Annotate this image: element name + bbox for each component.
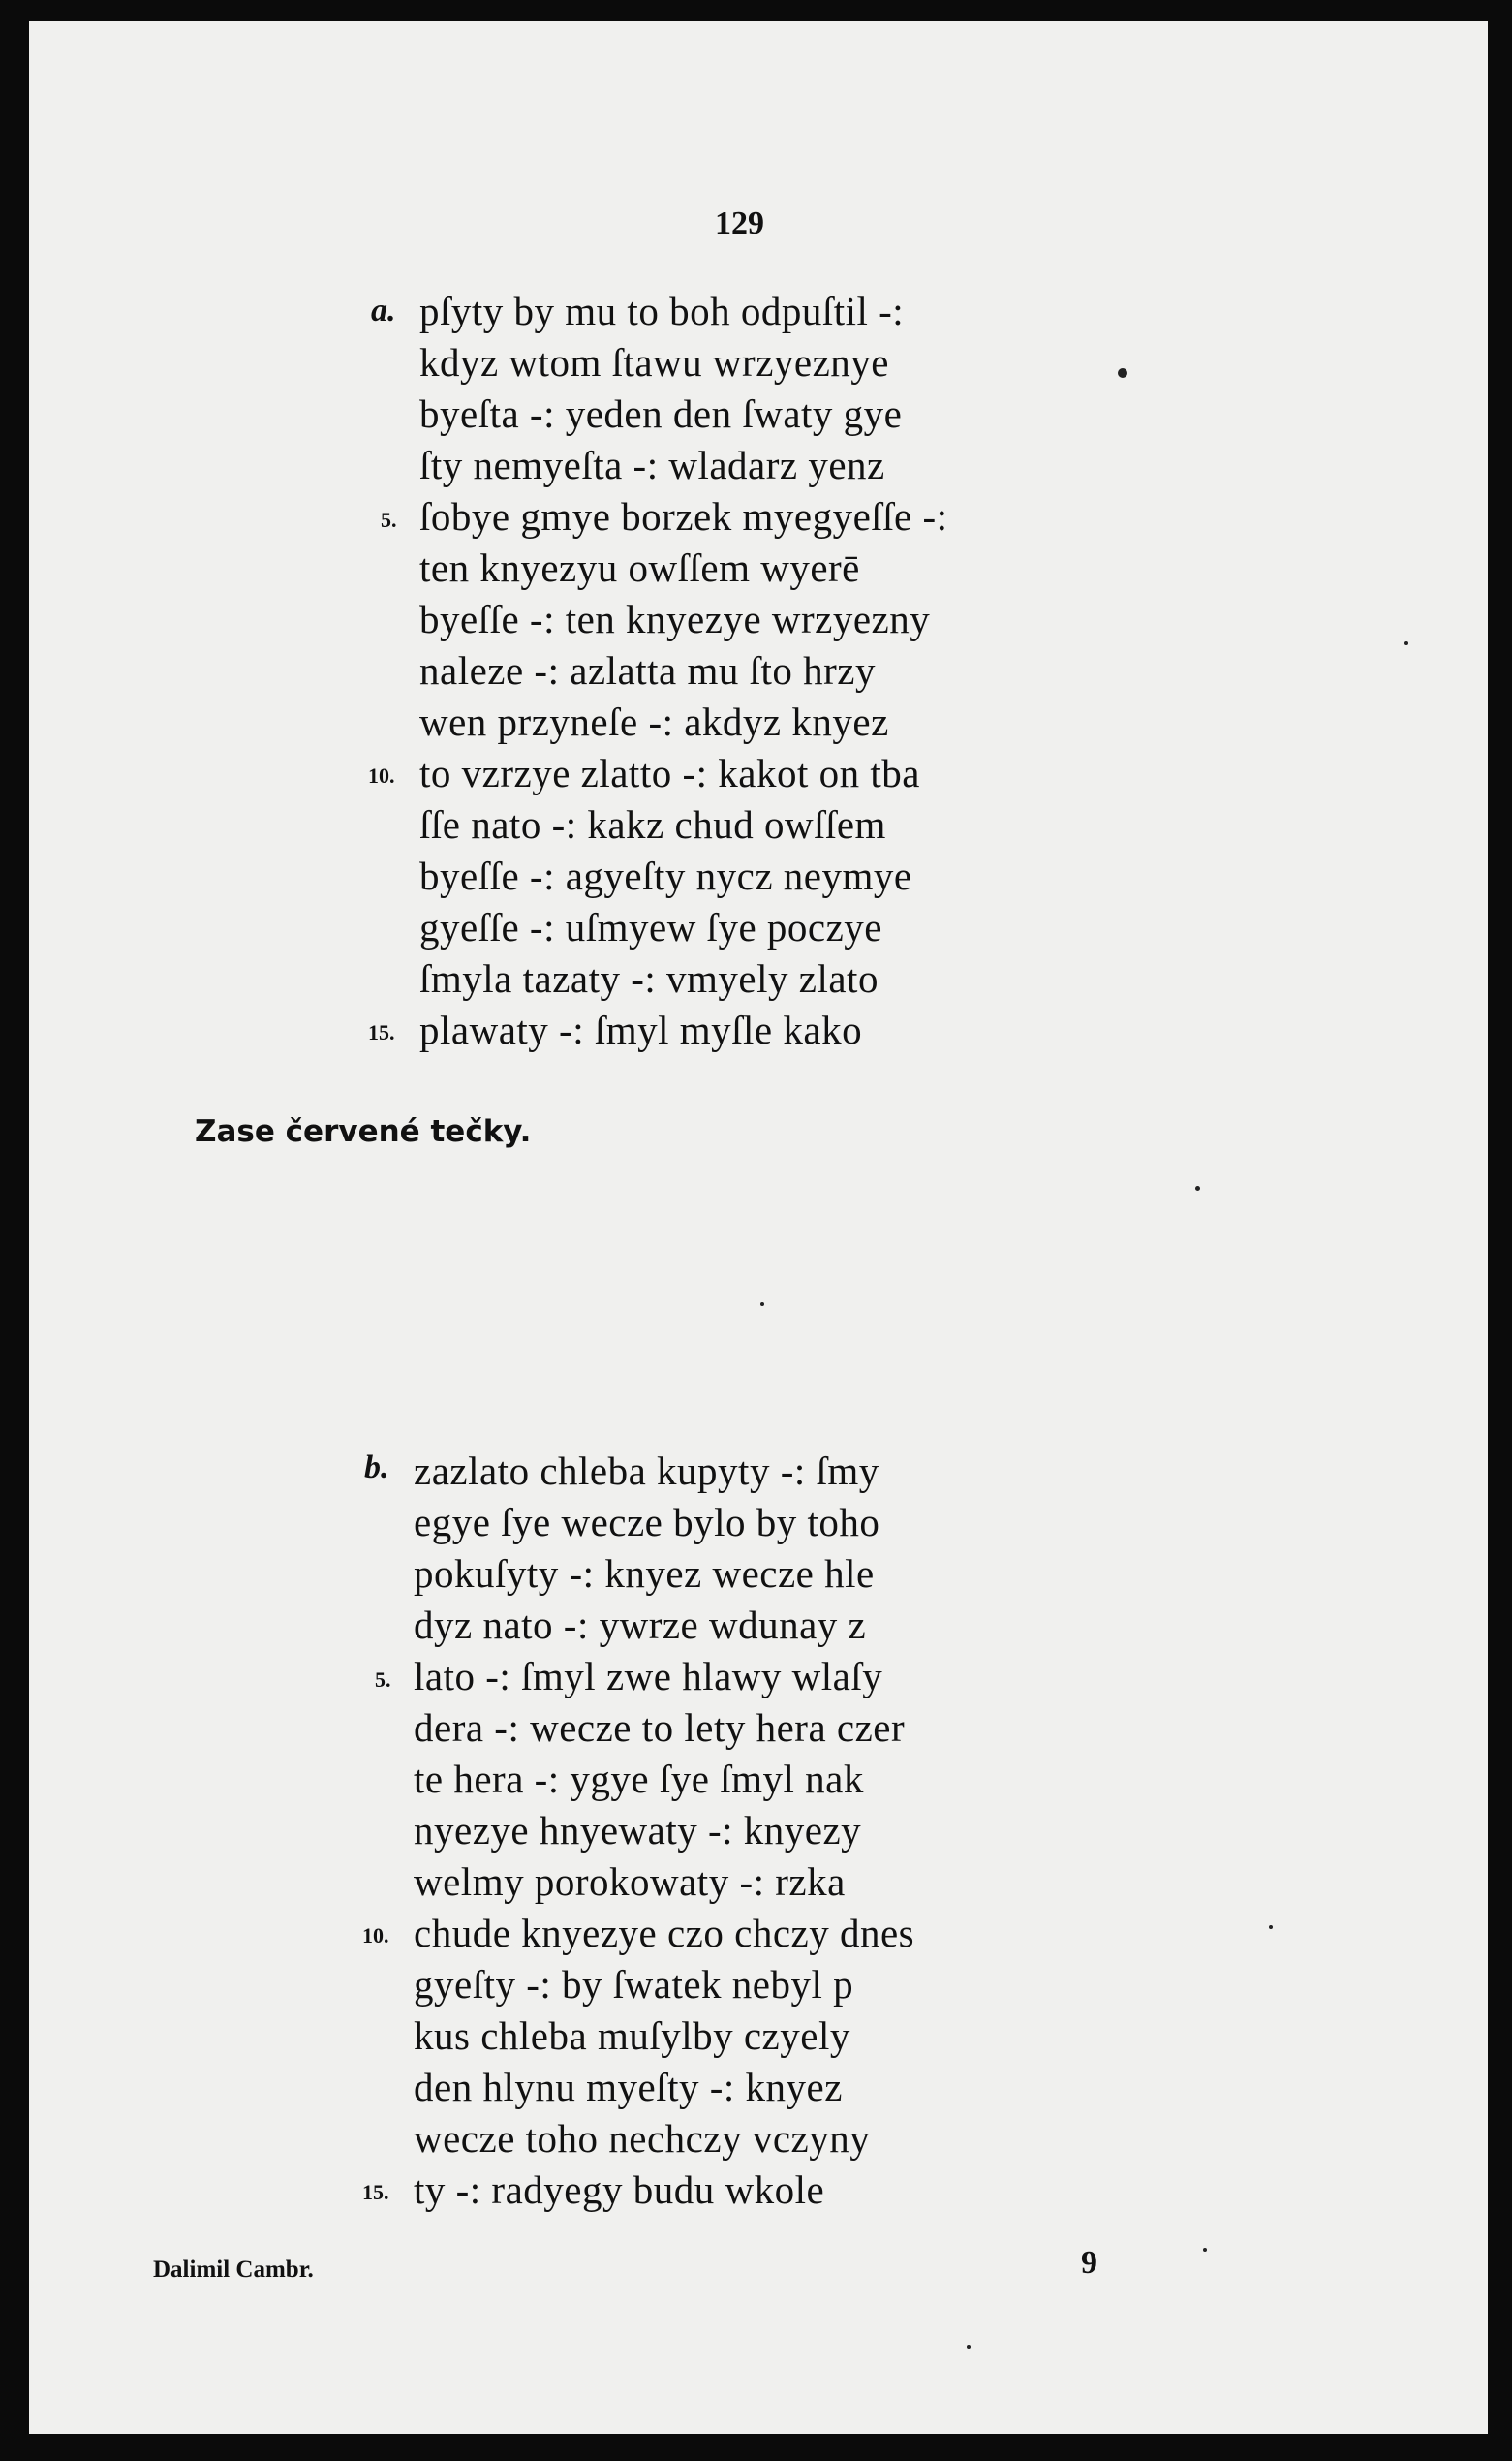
text-line: dyz nato -: ywrze wdunay z [414, 1603, 867, 1647]
text-line: chude knyezye czo chczy dnes [414, 1911, 915, 1955]
text-line: nyezye hnyewaty -: knyezy [414, 1808, 862, 1853]
text-line: ty -: radyegy budu wkole [414, 2167, 825, 2212]
editor-note: Zase červené tečky. [195, 1114, 532, 1149]
text-line: ſobye gmye borzek myegyeſſe -: [419, 494, 948, 539]
text-line: naleze -: azlatta mu ſto hrzy [419, 648, 876, 693]
text-line: dera -: wecze to lety hera czer [414, 1705, 906, 1750]
text-line: kdyz wtom ſtawu wrzyeznye [419, 340, 889, 385]
ink-speck [1195, 1186, 1200, 1191]
text-line: lato -: ſmyl zwe hlawy wlaſy [414, 1654, 883, 1698]
text-line: gyeſty -: by ſwatek nebyl p [414, 1962, 854, 2007]
ink-speck [967, 2345, 971, 2349]
text-line: pokuſyty -: knyez wecze hle [414, 1551, 875, 1596]
text-line: byeſta -: yeden den ſwaty gye [419, 391, 903, 436]
text-line: wecze toho nechczy vczyny [414, 2116, 871, 2161]
text-line: egye ſye wecze bylo by toho [414, 1500, 880, 1544]
ink-speck [760, 1302, 764, 1306]
text-line: pſyty by mu to boh odpuſtil -: [419, 289, 905, 333]
printer-signature: Dalimil Cambr. [153, 2257, 314, 2283]
line-number: 15. [362, 2180, 389, 2204]
line-number: 10. [362, 1923, 389, 1947]
line-number: 10. [368, 763, 395, 788]
text-line: plawaty -: ſmyl myſle kako [419, 1008, 863, 1052]
ink-speck [1404, 641, 1408, 645]
line-number: 15. [368, 1020, 395, 1044]
text-line: to vzrzye zlatto -: kakot on tba [419, 751, 920, 795]
text-line: den hlynu myeſty -: knyez [414, 2065, 843, 2109]
book-page [29, 21, 1488, 2434]
text-line: wen przyneſe -: akdyz knyez [419, 700, 889, 744]
ink-speck [1269, 1925, 1273, 1929]
text-line: ſty nemyeſta -: wladarz yenz [419, 443, 885, 487]
page-number: 129 [715, 205, 764, 241]
text-line: welmy porokowaty -: rzka [414, 1859, 846, 1904]
text-line: byeſſe -: agyeſty nycz neymye [419, 854, 912, 898]
section-a-marker: a. [371, 293, 396, 328]
text-line: byeſſe -: ten knyezye wrzyezny [419, 597, 931, 641]
text-line: ſmyla tazaty -: vmyely zlato [419, 956, 879, 1001]
ink-speck [1118, 368, 1127, 378]
text-line: gyeſſe -: uſmyew ſye poczye [419, 905, 882, 950]
text-line: ſſe nato -: kakz chud owſſem [419, 802, 886, 847]
text-line: te hera -: ygye ſye ſmyl nak [414, 1757, 864, 1801]
text-line: kus chleba muſylby czyely [414, 2013, 850, 2058]
line-number: 5. [381, 508, 397, 532]
ink-speck [1203, 2248, 1207, 2252]
line-number: 5. [375, 1667, 391, 1692]
text-line: ten knyezyu owſſem wyerē [419, 545, 860, 590]
text-line: zazlato chleba kupyty -: ſmy [414, 1449, 879, 1493]
section-b-marker: b. [364, 1449, 389, 1485]
sheet-number: 9 [1081, 2245, 1097, 2281]
